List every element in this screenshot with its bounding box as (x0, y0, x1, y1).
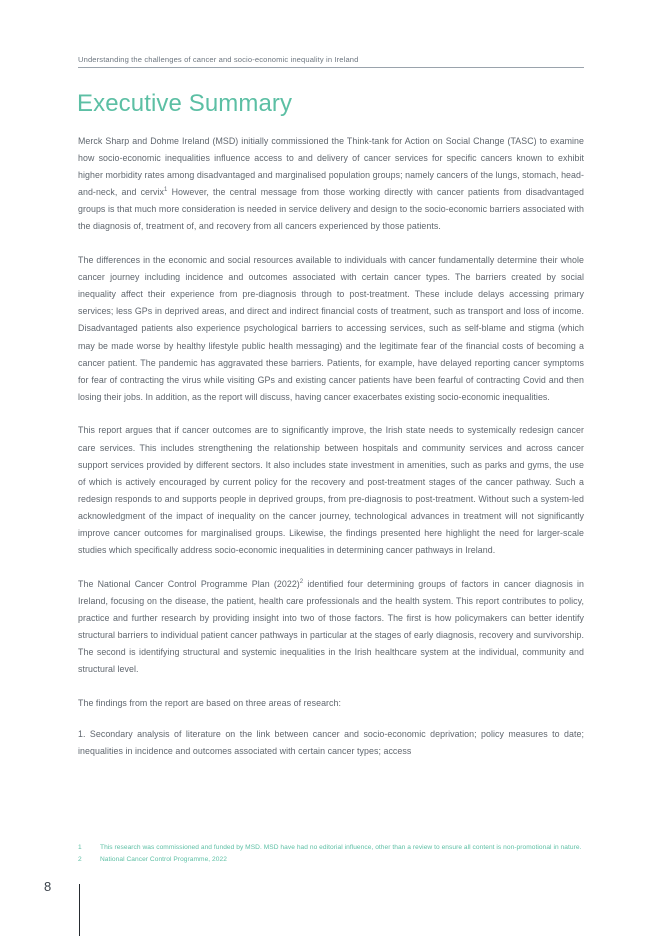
footnote-text: This research was commissioned and funded by MSD. MSD have had no editorial influence, other than a review to ensure all content is non-promotional in nature. (100, 844, 582, 851)
footnotes (78, 843, 584, 866)
margin-rule (79, 884, 80, 936)
running-header-text: Understanding the challenges of cancer and socio-economic inequality in Ireland (78, 55, 359, 64)
footnote-text: National Cancer Control Programme, 2022 (100, 855, 227, 863)
footnote-marker-1: 1 (164, 187, 168, 194)
footnote-item (78, 843, 584, 853)
paragraph-1-text-before-sup: Merck Sharp and Dohme Ireland (MSD) initially commissioned the Think-tank for Action on Social Change (TASC) to examine how socio-economic inequalities influence access to and delivery of cancer services for specific cancers known to exhibit higher morbidity rates among disadvantaged and marginalised population groups; namely cancers of the lungs, stomach, head-and-neck, and cervix (78, 136, 584, 198)
paragraph-4-text-before-sup: The National Cancer Control Programme Plan (2022) (78, 578, 300, 589)
footnote-number: 2 (78, 855, 82, 863)
running-header (78, 54, 584, 68)
footnote-marker-2: 2 (299, 578, 304, 585)
page-number: 8 (44, 879, 52, 894)
paragraph-5: The findings from the report are based on three areas of research: (78, 697, 342, 708)
paragraph-3: This report argues that if cancer outcomes are to significantly improve, the Irish state needs to systemically redesign cancer care services. This includes strengthening the relationship between hospitals and community services and across cancer support services provided by different sectors. It also includes state investment in amenities, such as parks and gyms, the use of which is actively encouraged by current policy for the recovery and post-treatment stages of the cancer pathway. Such a redesign responds to and supports people in deprived groups, from pre-diagnosis to post-treatment. Without such a system-led acknowledgment of the impact of inequality on the cancer journey, technological advances in treatment will not significantly improve cancer outcomes for marginalised groups. Likewise, the findings presented here highlight the need for larger-scale studies which specifically address socio-economic inequalities in determining cancer pathways in Ireland. (78, 425, 584, 556)
page-title: Executive Summary (77, 90, 293, 117)
paragraph-1-text-after-sup: However, the central message from those working directly with cancer patients from disadvantaged groups is that much more consideration is needed in service delivery and design to the socio-economic barriers associated with the diagnosis of, treatment of, and recovery from all cancers experienced by those patients. (78, 187, 584, 232)
header-rule (78, 67, 584, 68)
paragraph-2: The differences in the economic and social resources available to individuals with cancer fundamentally determine their whole cancer journey including incidence and outcomes associated with certain cancer types. The barriers created by social inequality affect their experience from pre-diagnosis through to post-treatment. These include delays accessing primary services; less GPs in deprived areas, and direct and indirect financial costs of treatment, such as transport and loss of income. Disadvantaged patients also experience psychological barriers to accessing services, such as self-blame and stigma (which may be made worse by healthy lifestyle public health messaging) and the legitimate fear of the financial costs of becoming a cancer patient. The pandemic has aggravated these barriers. Patients, for example, have delayed reporting cancer symptoms for fear of contracting the virus while visiting GPs and existing cancer patients have been fearful of contracting Covid and then losing their jobs. In addition, as the report will discuss, having cancer exacerbates existing socio-economic inequalities. (78, 255, 584, 402)
footnote-item (78, 855, 584, 865)
paragraph-6: 1. Secondary analysis of literature on the link between cancer and socio-economic deprivation; policy measures to date; inequalities in incidence and outcomes associated with certain cancer types; access (78, 728, 584, 756)
paragraph-1 (78, 133, 584, 236)
footnote-number: 1 (78, 844, 82, 851)
paragraph-4 (78, 576, 584, 679)
paragraph-4-text-after-sup: identified four determining groups of factors in cancer diagnosis in Ireland, focusing on the disease, the patient, health care professionals and the health system. This report contributes to policy, practice and further research by providing insight into two of those factors. The first is how policymakers can better identify structural barriers to individual patient cancer pathways in particular at the stages of early diagnosis, recovery and survivorship. The second is identifying structural and systemic inequalities in the Irish healthcare system at the individual, community and structural level. (78, 578, 584, 675)
body-column (78, 133, 584, 777)
